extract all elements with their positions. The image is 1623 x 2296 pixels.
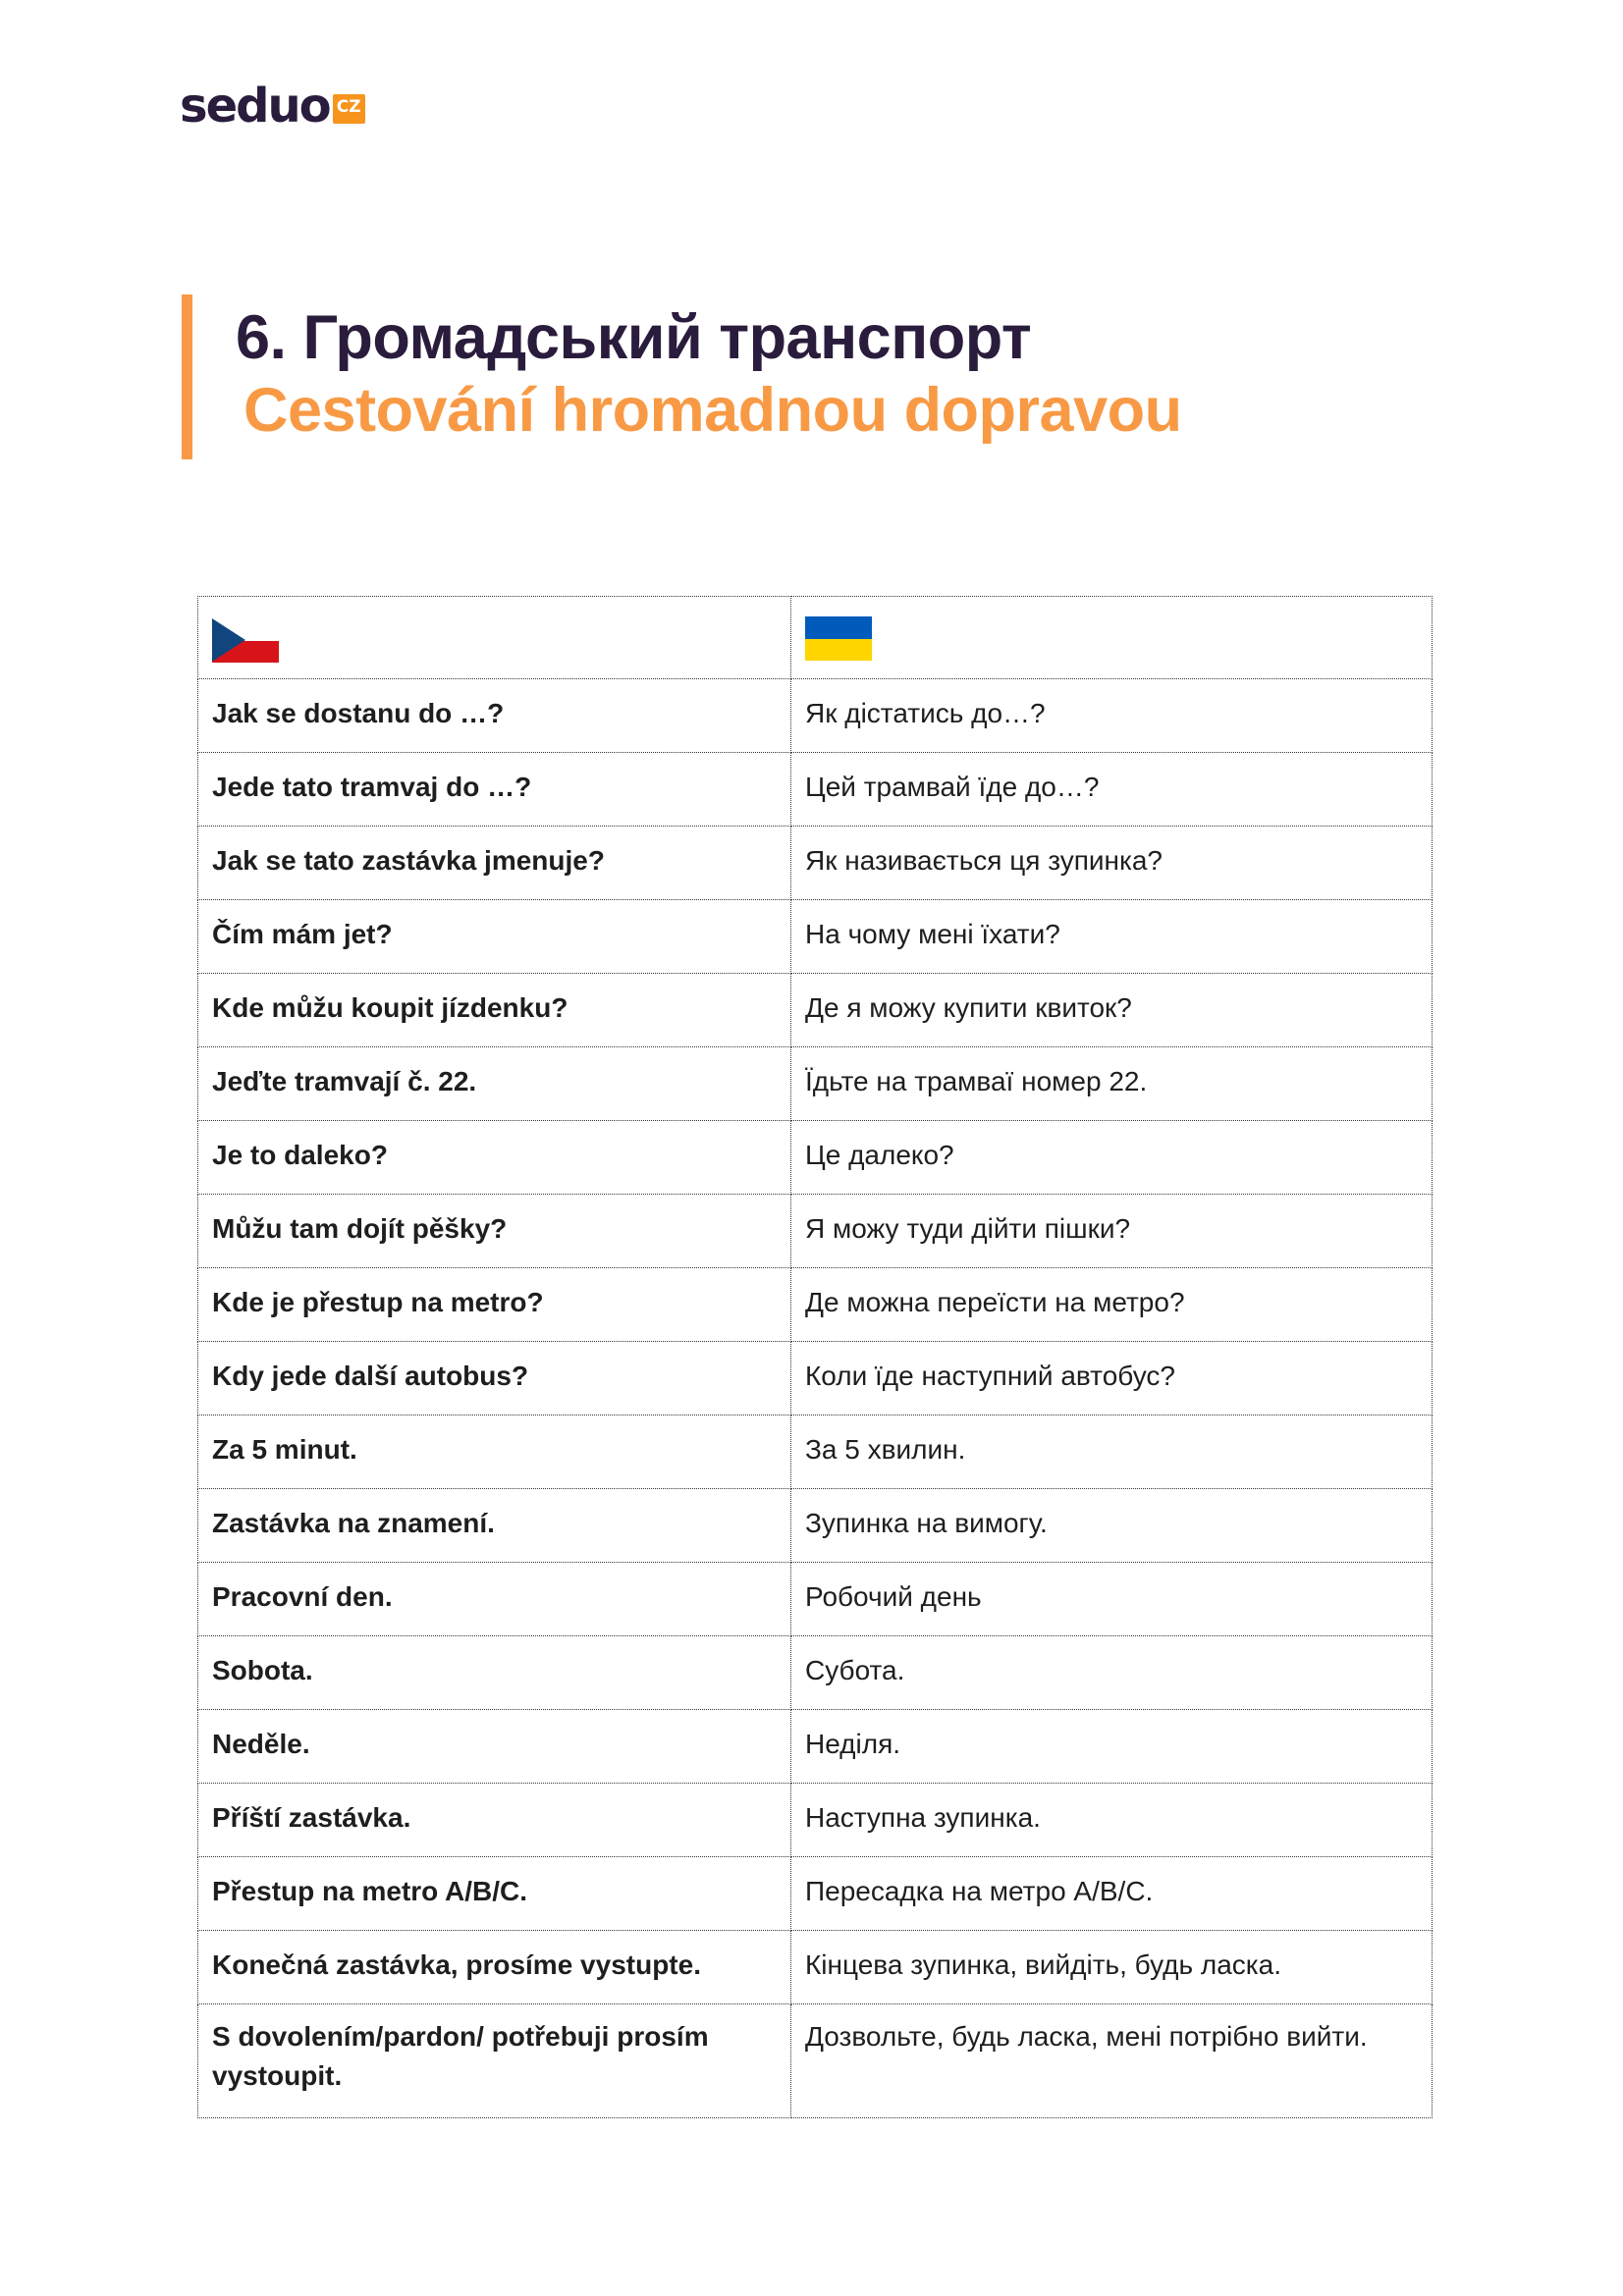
- table-row: [198, 1121, 1433, 1195]
- table-row: [198, 1563, 1433, 1636]
- czech-phrase: Neděle.: [198, 1710, 791, 1784]
- ukrainian-phrase: За 5 хвилин.: [791, 1415, 1433, 1489]
- table-row: [198, 974, 1433, 1047]
- czech-phrase: Kdy jede další autobus?: [198, 1342, 791, 1415]
- czech-phrase: Můžu tam dojít pěšky?: [198, 1195, 791, 1268]
- header-cell-ukrainian: [791, 597, 1433, 679]
- ukrainian-phrase: Це далеко?: [791, 1121, 1433, 1195]
- ukrainian-phrase: Наступна зупинка.: [791, 1784, 1433, 1857]
- czech-phrase: Jak se tato zastávka jmenuje?: [198, 827, 791, 900]
- czech-phrase: Za 5 minut.: [198, 1415, 791, 1489]
- table-row: [198, 753, 1433, 827]
- ukrainian-phrase: Де можна переїсти на метро?: [791, 1268, 1433, 1342]
- czech-phrase: Konečná zastávka, prosíme vystupte.: [198, 1931, 791, 2004]
- ukraine-flag-icon: [805, 616, 872, 661]
- table-row: [198, 1342, 1433, 1415]
- table-row: [198, 1857, 1433, 1931]
- ukrainian-phrase: Я можу туди дійти пішки?: [791, 1195, 1433, 1268]
- table-row: [198, 1415, 1433, 1489]
- logo-badge: CZ: [333, 94, 365, 124]
- table-row: [198, 1268, 1433, 1342]
- section-heading: [182, 294, 1182, 459]
- czech-phrase: Přestup na metro A/B/C.: [198, 1857, 791, 1931]
- czech-flag-icon: [212, 618, 279, 663]
- ukrainian-phrase: Неділя.: [791, 1710, 1433, 1784]
- table-row: [198, 2004, 1433, 2118]
- czech-phrase: Čím mám jet?: [198, 900, 791, 974]
- czech-phrase: Kde můžu koupit jízdenku?: [198, 974, 791, 1047]
- czech-phrase: Pracovní den.: [198, 1563, 791, 1636]
- table-row: [198, 1636, 1433, 1710]
- ukrainian-phrase: Цей трамвай їде до…?: [791, 753, 1433, 827]
- heading-title-czech: Cestování hromadnou dopravou: [243, 376, 1182, 445]
- table-row: [198, 900, 1433, 974]
- ukrainian-phrase: Коли їде наступний автобус?: [791, 1342, 1433, 1415]
- czech-phrase: S dovolením/pardon/ potřebuji prosím vystoupit.: [198, 2004, 791, 2118]
- czech-phrase: Příští zastávka.: [198, 1784, 791, 1857]
- table-header-row: [198, 597, 1433, 679]
- table-row: [198, 1489, 1433, 1563]
- ukrainian-phrase: На чому мені їхати?: [791, 900, 1433, 974]
- table-row: [198, 1710, 1433, 1784]
- czech-phrase: Jak se dostanu do …?: [198, 679, 791, 753]
- czech-phrase: Sobota.: [198, 1636, 791, 1710]
- ukrainian-phrase: Як називається ця зупинка?: [791, 827, 1433, 900]
- ukrainian-phrase: Дозвольте, будь ласка, мені потрібно вийти.: [791, 2004, 1433, 2118]
- ukrainian-phrase: Кінцева зупинка, вийдіть, будь ласка.: [791, 1931, 1433, 2004]
- table-row: [198, 679, 1433, 753]
- ukrainian-phrase: Зупинка на вимогу.: [791, 1489, 1433, 1563]
- table-row: [198, 1931, 1433, 2004]
- czech-phrase: Zastávka na znamení.: [198, 1489, 791, 1563]
- header-cell-czech: [198, 597, 791, 679]
- ukrainian-phrase: Як дістатись до…?: [791, 679, 1433, 753]
- ukrainian-phrase: Пересадка на метро A/B/C.: [791, 1857, 1433, 1931]
- ukrainian-phrase: Їдьте на трамваї номер 22.: [791, 1047, 1433, 1121]
- czech-phrase: Kde je přestup na metro?: [198, 1268, 791, 1342]
- table-row: [198, 1047, 1433, 1121]
- czech-phrase: Jeďte tramvají č. 22.: [198, 1047, 791, 1121]
- phrase-table: [197, 596, 1433, 2118]
- table-row: [198, 827, 1433, 900]
- logo-wordmark: seduo: [180, 79, 330, 133]
- table-row: [198, 1784, 1433, 1857]
- ukrainian-phrase: Де я можу купити квиток?: [791, 974, 1433, 1047]
- table-row: [198, 1195, 1433, 1268]
- seduo-logo: [180, 79, 365, 133]
- ukrainian-phrase: Субота.: [791, 1636, 1433, 1710]
- heading-title-ukrainian: 6. Громадський транспорт: [236, 303, 1032, 372]
- czech-phrase: Jede tato tramvaj do …?: [198, 753, 791, 827]
- ukrainian-phrase: Робочий день: [791, 1563, 1433, 1636]
- czech-phrase: Je to daleko?: [198, 1121, 791, 1195]
